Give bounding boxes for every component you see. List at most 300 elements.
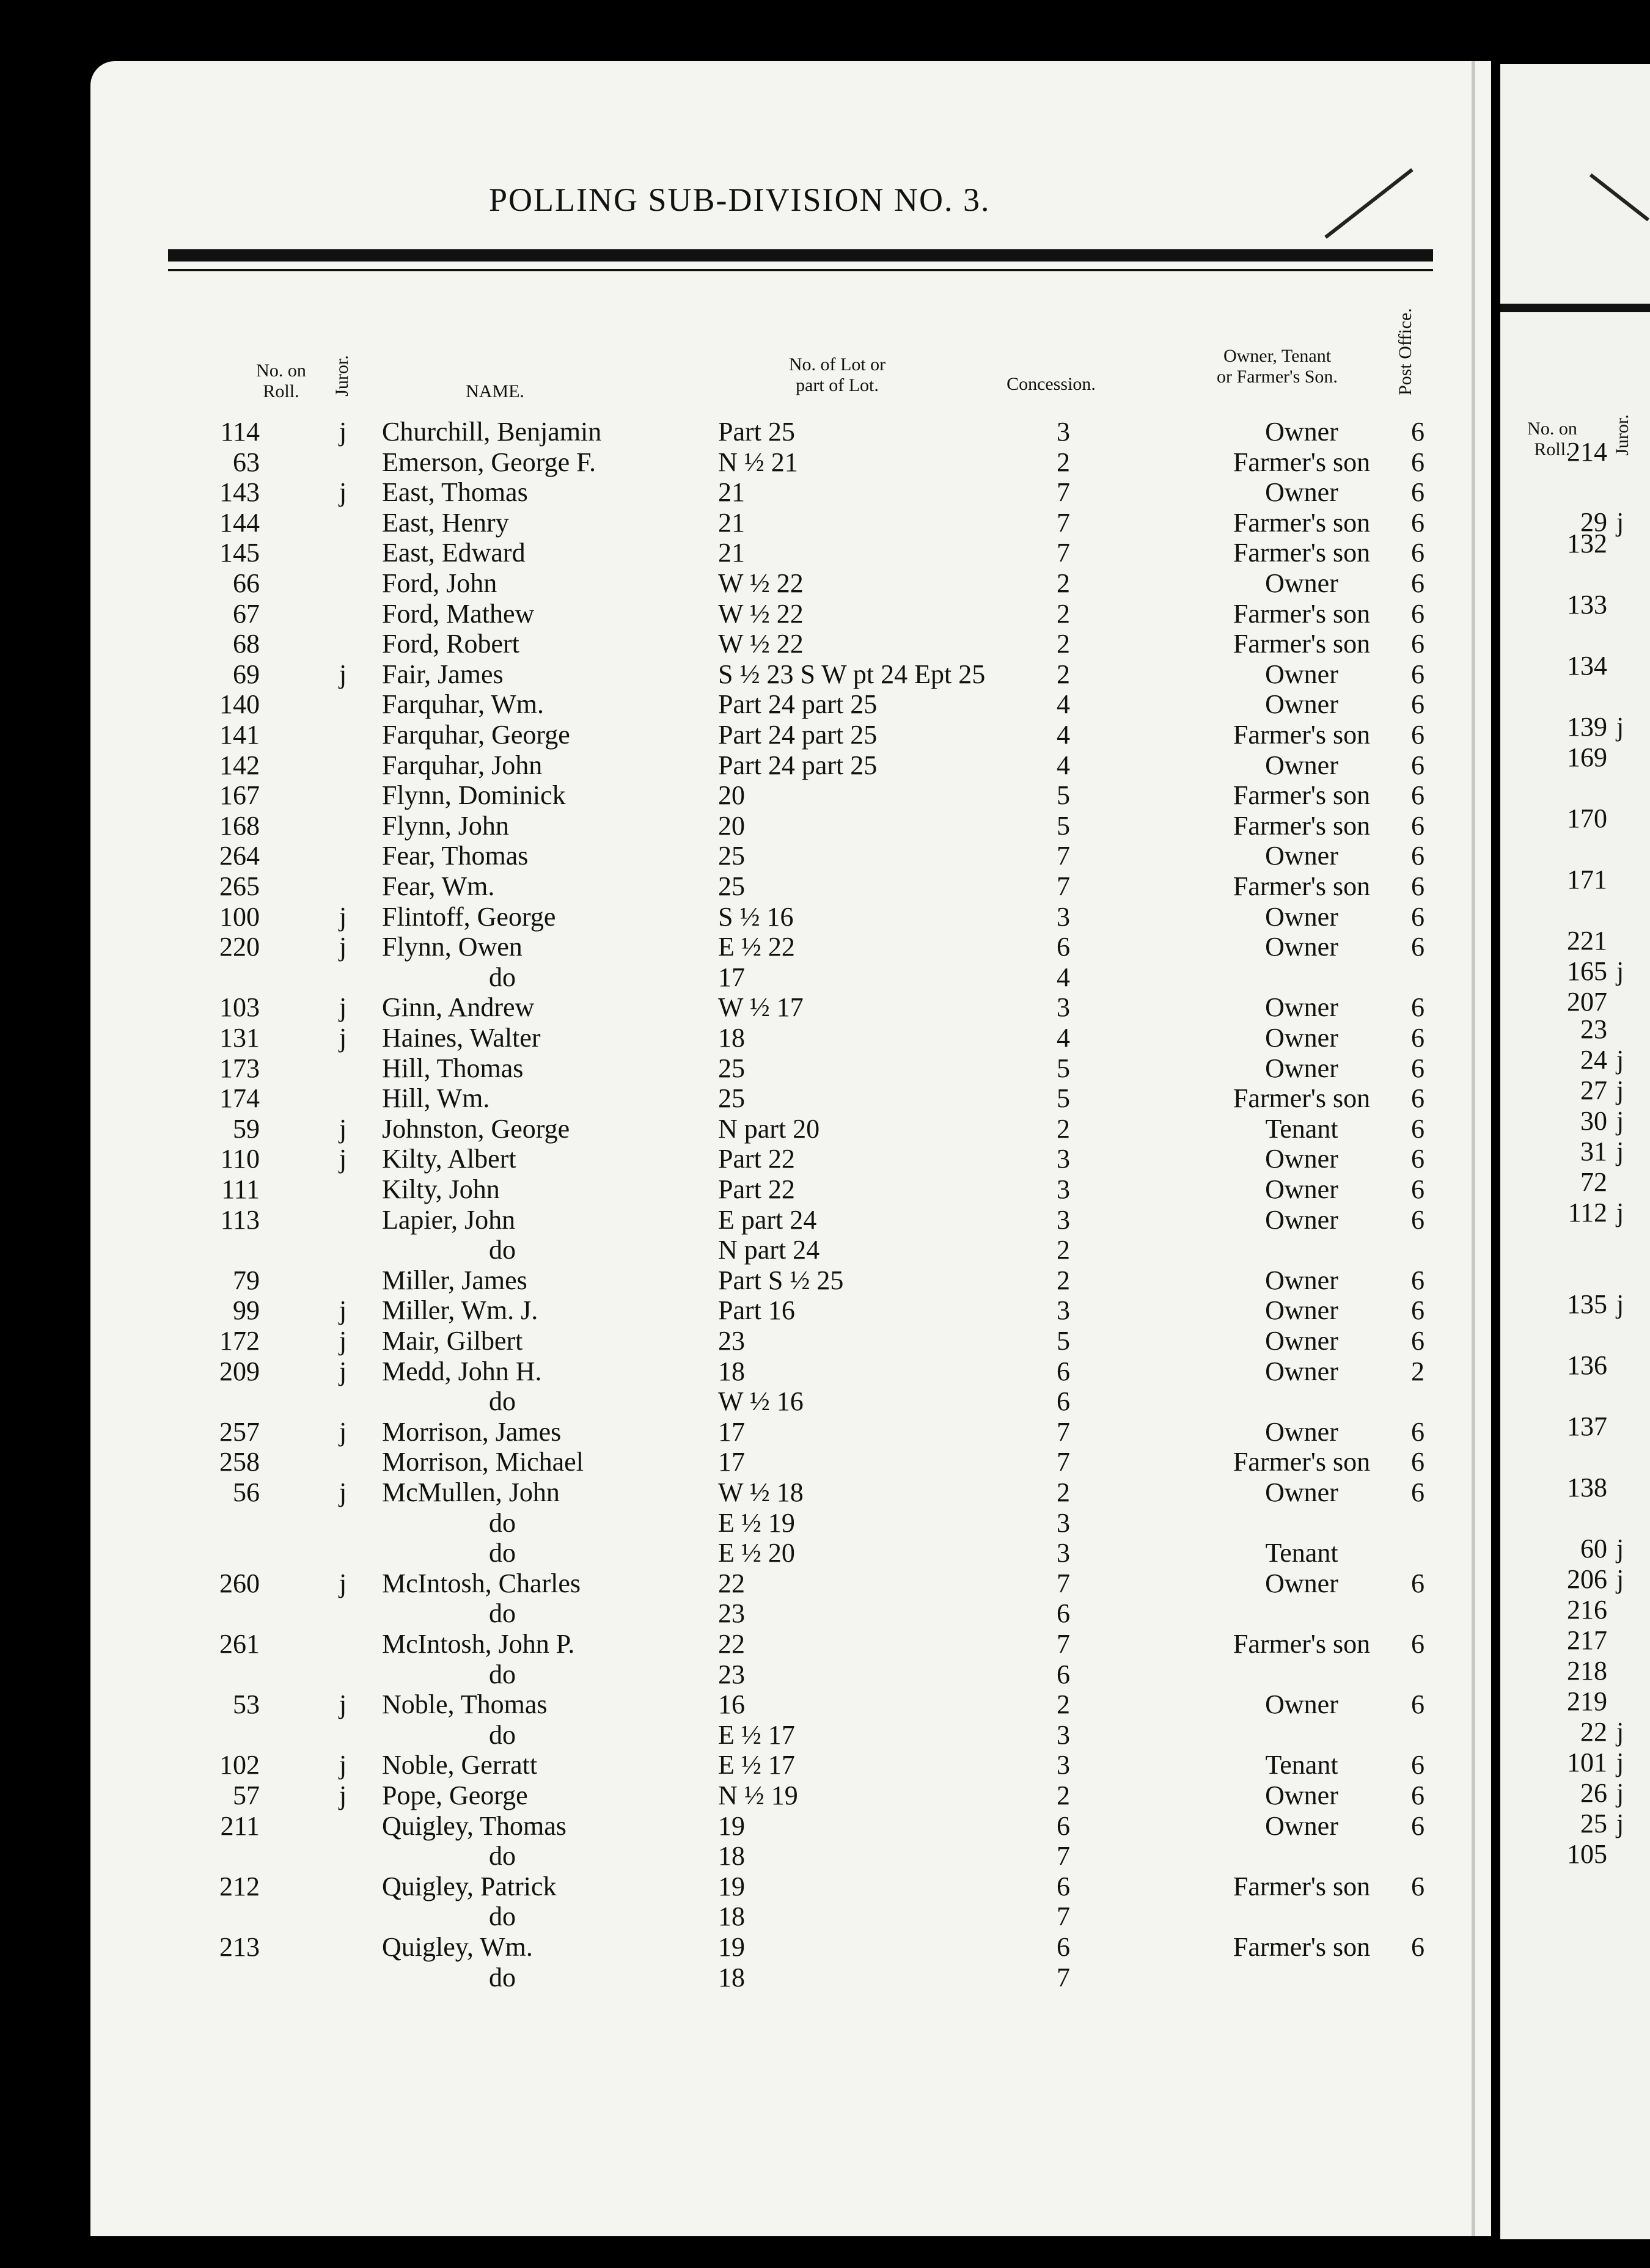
post-office-number: 6 bbox=[1411, 841, 1425, 871]
post-office-number: 6 bbox=[1411, 477, 1425, 508]
header-roll: No. on Roll. bbox=[256, 360, 306, 401]
roll-number: 141 bbox=[219, 720, 260, 750]
right-juror-mark: j bbox=[1616, 507, 1624, 537]
voter-name: do bbox=[489, 1659, 516, 1689]
concession-number: 3 bbox=[1057, 1750, 1070, 1780]
right-juror-mark: j bbox=[1616, 1289, 1624, 1319]
voter-name: McIntosh, Charles bbox=[382, 1568, 581, 1598]
page-title: POLLING SUB-DIVISION NO. 3. bbox=[489, 181, 991, 218]
concession-number: 6 bbox=[1057, 1356, 1070, 1386]
right-roll-number: 170 bbox=[1567, 803, 1607, 833]
post-office-number: 6 bbox=[1411, 447, 1425, 477]
owner-status: Owner bbox=[1265, 689, 1338, 720]
right-roll-number: 26 bbox=[1580, 1778, 1607, 1808]
owner-status: Owner bbox=[1265, 568, 1338, 598]
roll-number: 110 bbox=[220, 1144, 260, 1174]
right-juror-mark: j bbox=[1616, 1136, 1624, 1166]
roll-number: 100 bbox=[219, 901, 260, 932]
voter-name: Quigley, Patrick bbox=[382, 1871, 557, 1901]
roll-number: 140 bbox=[219, 689, 260, 720]
voter-name: Kilty, John bbox=[382, 1174, 500, 1204]
lot-number: 18 bbox=[718, 1962, 745, 1992]
right-roll-number: 221 bbox=[1567, 926, 1607, 956]
owner-status: Owner bbox=[1265, 1689, 1338, 1720]
concession-number: 2 bbox=[1057, 1265, 1070, 1295]
post-office-number: 6 bbox=[1411, 1447, 1425, 1477]
right-header-juror: Juror. bbox=[1612, 414, 1632, 456]
voter-name: do bbox=[489, 1538, 516, 1568]
lot-number: Part 24 part 25 bbox=[718, 689, 878, 720]
lot-number: E ½ 22 bbox=[718, 932, 795, 962]
right-roll-number: 112 bbox=[1568, 1198, 1607, 1227]
voter-name: Lapier, John bbox=[382, 1204, 516, 1235]
concession-number: 2 bbox=[1057, 447, 1070, 477]
owner-status: Farmer's son bbox=[1233, 1871, 1371, 1901]
post-office-number: 6 bbox=[1411, 1295, 1425, 1326]
voter-name: do bbox=[489, 1962, 516, 1992]
juror-mark: j bbox=[339, 1568, 347, 1598]
header-lot: No. of Lot or part of Lot. bbox=[788, 354, 886, 395]
voter-name: East, Thomas bbox=[382, 477, 528, 508]
right-roll-number: 101 bbox=[1567, 1747, 1607, 1777]
concession-number: 4 bbox=[1057, 689, 1070, 720]
lot-number: Part 22 bbox=[718, 1174, 795, 1204]
lot-number: 18 bbox=[718, 1901, 745, 1932]
post-office-number: 6 bbox=[1411, 1750, 1425, 1780]
juror-mark: j bbox=[339, 1780, 347, 1810]
voter-name: Hill, Thomas bbox=[382, 1053, 524, 1083]
concession-number: 3 bbox=[1057, 1204, 1070, 1235]
owner-status: Farmer's son bbox=[1233, 538, 1371, 568]
right-roll-number: 24 bbox=[1580, 1045, 1607, 1075]
roll-number: 131 bbox=[219, 1023, 260, 1053]
concession-number: 5 bbox=[1057, 1083, 1070, 1114]
owner-status: Owner bbox=[1265, 659, 1338, 689]
roll-number: 264 bbox=[219, 841, 260, 871]
concession-number: 3 bbox=[1057, 417, 1070, 447]
roll-number: 102 bbox=[219, 1750, 260, 1780]
right-roll-number: 136 bbox=[1567, 1350, 1607, 1380]
voter-name: Fair, James bbox=[382, 659, 504, 689]
owner-status: Owner bbox=[1265, 1416, 1338, 1447]
lot-number: W ½ 17 bbox=[718, 992, 804, 1023]
post-office-number: 6 bbox=[1411, 1144, 1425, 1174]
concession-number: 2 bbox=[1057, 659, 1070, 689]
lot-number: Part S ½ 25 bbox=[718, 1265, 844, 1295]
right-roll-number: 135 bbox=[1567, 1289, 1607, 1319]
owner-status: Farmer's son bbox=[1233, 1932, 1371, 1962]
concession-number: 2 bbox=[1057, 1477, 1070, 1507]
post-office-number: 6 bbox=[1411, 689, 1425, 720]
lot-number: E ½ 17 bbox=[718, 1719, 795, 1750]
concession-number: 7 bbox=[1057, 871, 1070, 901]
concession-number: 7 bbox=[1057, 1962, 1070, 1992]
right-roll-number: 206 bbox=[1567, 1564, 1607, 1594]
right-page-rule bbox=[1500, 304, 1650, 312]
lot-number: E ½ 17 bbox=[718, 1750, 795, 1780]
post-office-number: 6 bbox=[1411, 1477, 1425, 1507]
voter-name: Farquhar, George bbox=[382, 720, 570, 750]
voter-name: Ford, Mathew bbox=[382, 598, 535, 629]
juror-mark: j bbox=[339, 1023, 347, 1053]
right-roll-number: 218 bbox=[1567, 1656, 1607, 1686]
juror-mark: j bbox=[339, 1750, 347, 1780]
right-juror-mark: j bbox=[1616, 1106, 1624, 1136]
post-office-number: 6 bbox=[1411, 810, 1425, 841]
post-office-number: 2 bbox=[1411, 1356, 1425, 1386]
roll-number: 145 bbox=[219, 538, 260, 568]
right-roll-number: 137 bbox=[1567, 1411, 1607, 1441]
lot-number: W ½ 18 bbox=[718, 1477, 804, 1507]
owner-status: Owner bbox=[1265, 1265, 1338, 1295]
voter-name: Morrison, James bbox=[382, 1416, 562, 1447]
roll-number: 79 bbox=[233, 1265, 260, 1295]
voter-name: do bbox=[489, 1901, 516, 1932]
post-office-number: 6 bbox=[1411, 1023, 1425, 1053]
lot-number: W ½ 22 bbox=[718, 598, 804, 629]
owner-status: Owner bbox=[1265, 750, 1338, 780]
post-office-number: 6 bbox=[1411, 1568, 1425, 1598]
owner-status: Owner bbox=[1265, 992, 1338, 1023]
voter-name: Fear, Thomas bbox=[382, 841, 529, 871]
concession-number: 5 bbox=[1057, 810, 1070, 841]
right-juror-mark: j bbox=[1616, 1534, 1624, 1564]
post-office-number: 6 bbox=[1411, 659, 1425, 689]
lot-number: 17 bbox=[718, 962, 745, 992]
lot-number: 25 bbox=[718, 871, 745, 901]
owner-status: Owner bbox=[1265, 1780, 1338, 1810]
right-roll-number: 23 bbox=[1580, 1014, 1607, 1044]
concession-number: 7 bbox=[1057, 538, 1070, 568]
voter-name: East, Edward bbox=[382, 538, 526, 568]
concession-number: 6 bbox=[1057, 932, 1070, 962]
post-office-number: 6 bbox=[1411, 1871, 1425, 1901]
voter-name: do bbox=[489, 1841, 516, 1871]
post-office-number: 6 bbox=[1411, 1265, 1425, 1295]
owner-status: Farmer's son bbox=[1233, 1447, 1371, 1477]
voter-name: Churchill, Benjamin bbox=[382, 417, 602, 447]
lot-number: 22 bbox=[718, 1568, 745, 1598]
voter-name: McMullen, John bbox=[382, 1477, 560, 1507]
concession-number: 3 bbox=[1057, 1538, 1070, 1568]
post-office-number: 6 bbox=[1411, 507, 1425, 538]
header-concession: Concession. bbox=[1007, 374, 1096, 394]
concession-number: 7 bbox=[1057, 1416, 1070, 1447]
right-page-edge bbox=[1500, 64, 1650, 2239]
lot-number: 23 bbox=[718, 1598, 745, 1629]
voter-name: Hill, Wm. bbox=[382, 1083, 490, 1114]
lot-number: 23 bbox=[718, 1659, 745, 1689]
concession-number: 6 bbox=[1057, 1659, 1070, 1689]
post-office-number: 6 bbox=[1411, 1629, 1425, 1659]
juror-mark: j bbox=[339, 1477, 347, 1507]
lot-number: Part 22 bbox=[718, 1144, 795, 1174]
right-roll-number: 133 bbox=[1567, 590, 1607, 620]
post-office-number: 6 bbox=[1411, 901, 1425, 932]
right-roll-number: 25 bbox=[1580, 1809, 1607, 1838]
owner-status: Owner bbox=[1265, 417, 1338, 447]
roll-number: 59 bbox=[233, 1113, 260, 1144]
concession-number: 2 bbox=[1057, 629, 1070, 659]
post-office-number: 6 bbox=[1411, 932, 1425, 962]
owner-status: Farmer's son bbox=[1233, 720, 1371, 750]
juror-mark: j bbox=[339, 932, 347, 962]
roll-number: 56 bbox=[233, 1477, 260, 1507]
roll-number: 260 bbox=[219, 1568, 260, 1598]
juror-mark: j bbox=[339, 659, 347, 689]
right-juror-mark: j bbox=[1616, 712, 1624, 742]
voter-name: Morrison, Michael bbox=[382, 1447, 584, 1477]
right-roll-number: 30 bbox=[1580, 1106, 1607, 1136]
right-roll-number: 139 bbox=[1567, 712, 1607, 742]
concession-number: 2 bbox=[1057, 598, 1070, 629]
roll-number: 212 bbox=[219, 1871, 260, 1901]
lot-number: 19 bbox=[718, 1932, 745, 1962]
roll-number: 63 bbox=[233, 447, 260, 477]
concession-number: 2 bbox=[1057, 1780, 1070, 1810]
juror-mark: j bbox=[339, 1113, 347, 1144]
concession-number: 7 bbox=[1057, 507, 1070, 538]
voter-name: Flynn, Owen bbox=[382, 932, 522, 962]
voter-name: do bbox=[489, 1386, 516, 1417]
lot-number: Part 24 part 25 bbox=[718, 750, 878, 780]
lot-number: 19 bbox=[718, 1871, 745, 1901]
lot-number: Part 25 bbox=[718, 417, 795, 447]
right-roll-number: 105 bbox=[1567, 1839, 1607, 1869]
roll-number: 103 bbox=[219, 992, 260, 1023]
owner-status: Tenant bbox=[1265, 1538, 1338, 1568]
juror-mark: j bbox=[339, 1689, 347, 1720]
owner-status: Owner bbox=[1265, 1568, 1338, 1598]
right-juror-mark: j bbox=[1616, 1045, 1624, 1075]
voter-name: Mair, Gilbert bbox=[382, 1326, 523, 1356]
voter-name: McIntosh, John P. bbox=[382, 1629, 575, 1659]
voter-name: Flynn, Dominick bbox=[382, 780, 566, 811]
lot-number: 23 bbox=[718, 1326, 745, 1356]
post-office-number: 6 bbox=[1411, 720, 1425, 750]
roll-number: 113 bbox=[220, 1204, 260, 1235]
header-rule-thick bbox=[168, 249, 1433, 262]
post-office-number: 6 bbox=[1411, 1932, 1425, 1962]
concession-number: 4 bbox=[1057, 720, 1070, 750]
lot-number: 17 bbox=[718, 1416, 745, 1447]
lot-number: 25 bbox=[718, 1053, 745, 1083]
lot-number: W ½ 22 bbox=[718, 568, 804, 598]
juror-mark: j bbox=[339, 901, 347, 932]
roll-number: 53 bbox=[233, 1689, 260, 1720]
lot-number: Part 24 part 25 bbox=[718, 720, 878, 750]
owner-status: Farmer's son bbox=[1233, 810, 1371, 841]
right-roll-number: 165 bbox=[1567, 956, 1607, 986]
roll-number: 99 bbox=[233, 1295, 260, 1326]
lot-number: 18 bbox=[718, 1023, 745, 1053]
right-roll-number: 134 bbox=[1567, 651, 1607, 681]
post-office-number: 6 bbox=[1411, 992, 1425, 1023]
concession-number: 5 bbox=[1057, 1053, 1070, 1083]
owner-status: Owner bbox=[1265, 1810, 1338, 1841]
juror-mark: j bbox=[339, 477, 347, 508]
roll-number: 66 bbox=[233, 568, 260, 598]
lot-number: W ½ 16 bbox=[718, 1386, 804, 1417]
owner-status: Tenant bbox=[1265, 1750, 1338, 1780]
right-roll-number: 207 bbox=[1567, 987, 1607, 1017]
header-owner-status: Owner, Tenant or Farmer's Son. bbox=[1217, 346, 1338, 387]
concession-number: 2 bbox=[1057, 1689, 1070, 1720]
voter-name: do bbox=[489, 1719, 516, 1750]
lot-number: N part 20 bbox=[718, 1113, 820, 1144]
owner-status: Owner bbox=[1265, 901, 1338, 932]
page-fold bbox=[1472, 61, 1475, 2236]
lot-number: 18 bbox=[718, 1356, 745, 1386]
roll-number: 69 bbox=[233, 659, 260, 689]
concession-number: 7 bbox=[1057, 841, 1070, 871]
owner-status: Owner bbox=[1265, 1477, 1338, 1507]
post-office-number: 6 bbox=[1411, 780, 1425, 811]
right-roll-number: 219 bbox=[1567, 1686, 1607, 1716]
concession-number: 7 bbox=[1057, 1629, 1070, 1659]
post-office-number: 6 bbox=[1411, 538, 1425, 568]
concession-number: 5 bbox=[1057, 1326, 1070, 1356]
right-roll-number: 29 bbox=[1580, 507, 1607, 537]
concession-number: 2 bbox=[1057, 1235, 1070, 1265]
voter-name: Ford, Robert bbox=[382, 629, 519, 659]
roll-number: 257 bbox=[219, 1416, 260, 1447]
lot-number: 16 bbox=[718, 1689, 745, 1720]
post-office-number: 6 bbox=[1411, 1113, 1425, 1144]
juror-mark: j bbox=[339, 417, 347, 447]
right-juror-mark: j bbox=[1616, 956, 1624, 986]
header-post-office: Post Office. bbox=[1395, 308, 1415, 395]
owner-status: Farmer's son bbox=[1233, 871, 1371, 901]
post-office-number: 6 bbox=[1411, 1416, 1425, 1447]
voter-name: Medd, John H. bbox=[382, 1356, 542, 1386]
post-office-number: 6 bbox=[1411, 629, 1425, 659]
juror-mark: j bbox=[339, 992, 347, 1023]
right-juror-mark: j bbox=[1616, 1075, 1624, 1105]
lot-number: E ½ 20 bbox=[718, 1538, 795, 1568]
lot-number: E ½ 19 bbox=[718, 1507, 795, 1538]
roll-number: 67 bbox=[233, 598, 260, 629]
owner-status: Owner bbox=[1265, 1023, 1338, 1053]
concession-number: 6 bbox=[1057, 1386, 1070, 1417]
post-office-number: 6 bbox=[1411, 1810, 1425, 1841]
lot-number: 20 bbox=[718, 780, 745, 811]
juror-mark: j bbox=[339, 1144, 347, 1174]
roll-number: 111 bbox=[221, 1174, 260, 1204]
concession-number: 6 bbox=[1057, 1810, 1070, 1841]
concession-number: 4 bbox=[1057, 750, 1070, 780]
lot-number: W ½ 22 bbox=[718, 629, 804, 659]
post-office-number: 6 bbox=[1411, 1083, 1425, 1114]
roll-number: 265 bbox=[219, 871, 260, 901]
concession-number: 6 bbox=[1057, 1932, 1070, 1962]
owner-status: Owner bbox=[1265, 1295, 1338, 1326]
roll-number: 167 bbox=[219, 780, 260, 811]
owner-status: Owner bbox=[1265, 932, 1338, 962]
juror-mark: j bbox=[339, 1326, 347, 1356]
concession-number: 3 bbox=[1057, 1144, 1070, 1174]
voter-name: Quigley, Wm. bbox=[382, 1932, 533, 1962]
post-office-number: 6 bbox=[1411, 568, 1425, 598]
lot-number: N ½ 19 bbox=[718, 1780, 798, 1810]
roll-number: 209 bbox=[219, 1356, 260, 1386]
right-header-roll: No. on Roll. bbox=[1527, 419, 1577, 459]
voter-name: East, Henry bbox=[382, 507, 509, 538]
owner-status: Farmer's son bbox=[1233, 598, 1371, 629]
voter-name: Haines, Walter bbox=[382, 1023, 541, 1053]
concession-number: 4 bbox=[1057, 1023, 1070, 1053]
voter-name: do bbox=[489, 962, 516, 992]
voter-name: Ford, John bbox=[382, 568, 497, 598]
voter-name: Flintoff, George bbox=[382, 901, 556, 932]
lot-number: N ½ 21 bbox=[718, 447, 798, 477]
owner-status: Farmer's son bbox=[1233, 629, 1371, 659]
juror-mark: j bbox=[339, 1356, 347, 1386]
lot-number: 22 bbox=[718, 1629, 745, 1659]
roll-number: 172 bbox=[219, 1326, 260, 1356]
lot-number: S ½ 16 bbox=[718, 901, 794, 932]
voter-name: Farquhar, John bbox=[382, 750, 543, 780]
owner-status: Owner bbox=[1265, 1053, 1338, 1083]
concession-number: 7 bbox=[1057, 1841, 1070, 1871]
right-juror-mark: j bbox=[1616, 1717, 1624, 1747]
post-office-number: 6 bbox=[1411, 1174, 1425, 1204]
post-office-number: 6 bbox=[1411, 417, 1425, 447]
roll-number: 213 bbox=[219, 1932, 260, 1962]
owner-status: Owner bbox=[1265, 1356, 1338, 1386]
concession-number: 4 bbox=[1057, 962, 1070, 992]
post-office-number: 6 bbox=[1411, 1689, 1425, 1720]
roll-number: 174 bbox=[219, 1083, 260, 1114]
concession-number: 2 bbox=[1057, 1113, 1070, 1144]
right-roll-number: 171 bbox=[1567, 865, 1607, 894]
post-office-number: 6 bbox=[1411, 1326, 1425, 1356]
roll-number: 220 bbox=[219, 932, 260, 962]
voter-name: Ginn, Andrew bbox=[382, 992, 535, 1023]
right-roll-number: 216 bbox=[1567, 1595, 1607, 1625]
concession-number: 3 bbox=[1057, 1174, 1070, 1204]
owner-status: Owner bbox=[1265, 1326, 1338, 1356]
voter-name: Noble, Thomas bbox=[382, 1689, 548, 1720]
right-roll-number: 60 bbox=[1580, 1534, 1607, 1564]
right-juror-mark: j bbox=[1616, 1778, 1624, 1808]
right-roll-number: 31 bbox=[1580, 1136, 1607, 1166]
juror-mark: j bbox=[339, 1416, 347, 1447]
owner-status: Tenant bbox=[1265, 1113, 1338, 1144]
roll-number: 261 bbox=[219, 1629, 260, 1659]
right-roll-number: 132 bbox=[1567, 529, 1607, 558]
voter-name: Pope, George bbox=[382, 1780, 528, 1810]
concession-number: 3 bbox=[1057, 1507, 1070, 1538]
owner-status: Farmer's son bbox=[1233, 780, 1371, 811]
concession-number: 5 bbox=[1057, 780, 1070, 811]
concession-number: 7 bbox=[1057, 1447, 1070, 1477]
voter-name: Johnston, George bbox=[382, 1113, 570, 1144]
right-roll-number: 72 bbox=[1580, 1167, 1607, 1197]
concession-number: 7 bbox=[1057, 1568, 1070, 1598]
lot-number: 18 bbox=[718, 1841, 745, 1871]
owner-status: Farmer's son bbox=[1233, 507, 1371, 538]
right-juror-mark: j bbox=[1616, 1198, 1624, 1227]
roll-number: 143 bbox=[219, 477, 260, 508]
lot-number: Part 16 bbox=[718, 1295, 795, 1326]
voter-name: Emerson, George F. bbox=[382, 447, 596, 477]
voter-name: do bbox=[489, 1235, 516, 1265]
owner-status: Farmer's son bbox=[1233, 1629, 1371, 1659]
voter-name: do bbox=[489, 1598, 516, 1629]
voter-name: Fear, Wm. bbox=[382, 871, 495, 901]
voter-name: Kilty, Albert bbox=[382, 1144, 516, 1174]
